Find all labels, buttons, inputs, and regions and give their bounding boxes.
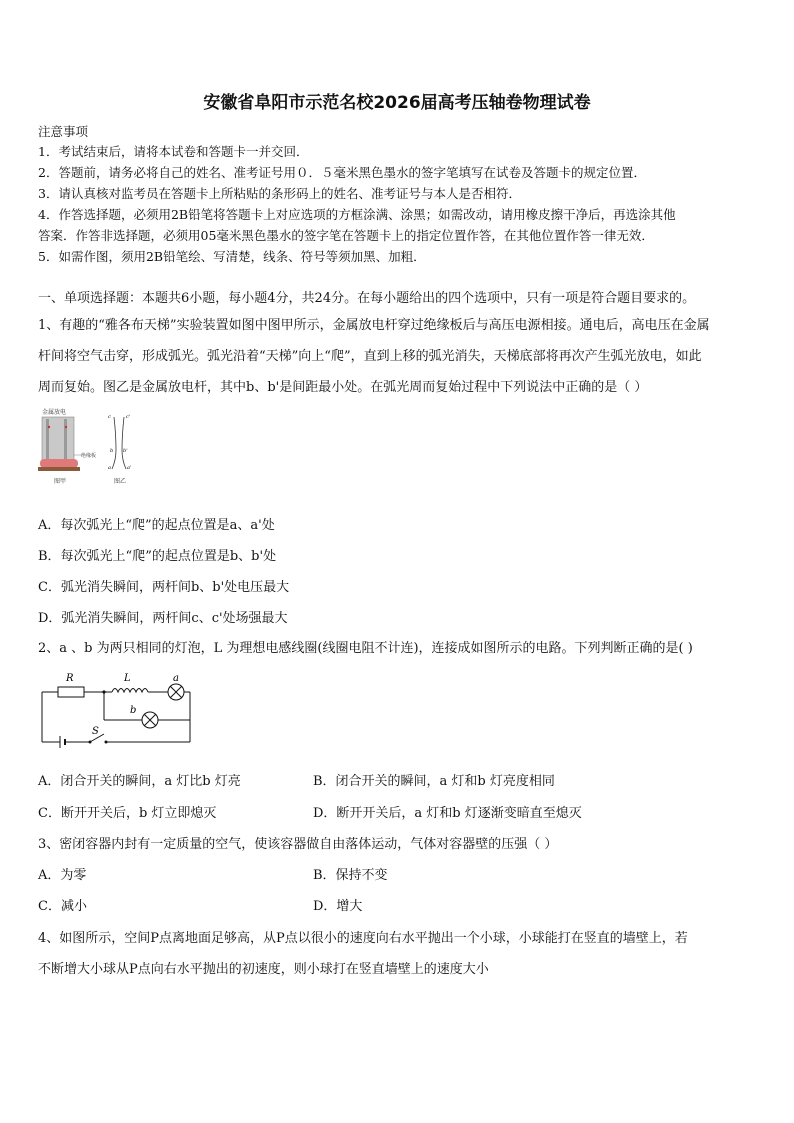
q1-line-2: 杆间将空气击穿，形成弧光。弧光沿着“天梯”向上“爬”，直到上移的弧光消失，天梯底部将再次产生弧光放电，如此 [38, 349, 702, 364]
notice-item-4: 4．作答选择题，必须用2B铅笔将答题卡上对应选项的方框涂满、涂黑；如需改动，请用橡皮擦干净后，再选涂其他 [38, 207, 676, 222]
pt-b: b [110, 448, 114, 454]
q2-option-c: C．断开开关后，b 灯立即熄灭 [38, 806, 217, 821]
q3-option-c: C．减小 [38, 899, 87, 914]
fig-caption-2: 图乙 [114, 478, 127, 485]
label-L: L [124, 673, 131, 684]
q1-line-1: 1、有趣的“雅各布天梯”实验装置如图中图甲所示，金属放电杆穿过绝缘板后与高压电源相接。通电后，高电压在金属 [38, 318, 710, 333]
notice-item-1: 1．考试结束后，请将本试卷和答题卡一并交回． [38, 144, 309, 159]
circuit-diagram [38, 668, 198, 754]
label-b: b [130, 705, 137, 716]
q1-option-b: B．每次弧光上“爬”的起点位置是b、b'处 [38, 549, 277, 564]
notice-item-5: 5．如需作图，须用2B铅笔绘、写清楚，线条、符号等须加黑、加粗． [38, 249, 426, 264]
q3-option-d: D．增大 [313, 899, 363, 914]
q3-option-a: A．为零 [38, 868, 87, 883]
label-S: S [92, 726, 99, 737]
label-a: a [173, 673, 179, 684]
q1-line-3: 周而复始。图乙是金属放电杆，其中b、b'是间距最小处。在弧光周而复始过程中下列说法中正确的是（ ） [38, 380, 648, 395]
pt-a: a [108, 465, 111, 471]
q3-stem: 3、密闭容器内封有一定质量的空气，使该容器做自由落体运动，气体对容器壁的压强（ ） [38, 837, 558, 852]
pt-b-prime: b' [123, 448, 128, 454]
section-heading: 一、单项选择题：本题共6小题，每小题4分，共24分。在每小题给出的四个选项中，只有一项是符合题目要求的。 [38, 291, 696, 306]
q2-option-b: B．闭合开关的瞬间，a 灯和b 灯亮度相同 [313, 774, 555, 789]
q2-option-a: A．闭合开关的瞬间，a 灯比b 灯亮 [38, 774, 241, 789]
fig-caption-1: 图甲 [54, 478, 67, 485]
notice-item-3: 3．请认真核对监考员在答题卡上所粘贴的条形码上的姓名、准考证号与本人是否相符． [38, 186, 521, 201]
notice-item-2: 2．答题前，请务必将自己的姓名、准考证号用０．５毫米黑色墨水的签字笔填写在试卷及答题卡的规定位置． [38, 165, 646, 180]
jacobs-ladder-figure [36, 405, 148, 487]
rod-label: 金属放电 [42, 409, 67, 416]
notice-heading: 注意事项 [38, 124, 89, 139]
pt-c-prime: c' [126, 414, 131, 420]
page-title: 安徽省阜阳市示范名校2026届高考压轴卷物理试卷 [203, 93, 591, 113]
q1-option-d: D．弧光消失瞬间，两杆间c、c'处场强最大 [38, 611, 288, 626]
label-R: R [66, 673, 74, 684]
notice-item-4-cont: 答案．作答非选择题，必须用05毫米黑色墨水的签字笔在答题卡上的指定位置作答，在其他位置作答一律无效． [38, 228, 654, 243]
pt-a-prime: a' [127, 465, 132, 471]
q3-option-b: B．保持不变 [313, 868, 388, 883]
pt-c: c [108, 414, 111, 420]
q1-option-c: C．弧光消失瞬间，两杆间b、b'处电压最大 [38, 580, 290, 595]
q4-line-2: 不断增大小球从P点向右水平抛出的初速度，则小球打在竖直墙壁上的速度大小 [38, 962, 489, 977]
plate-label: 绝缘板 [81, 453, 97, 459]
q2-stem: 2、a 、b 为两只相同的灯泡，L 为理想电感线圈(线圈电阻不计连)，连接成如图所示的电路。下列判断正确的是( ) [38, 641, 693, 656]
q4-line-1: 4、如图所示，空间P点离地面足够高，从P点以很小的速度向右水平抛出一个小球，小球能打在竖直的墙壁上，若 [38, 931, 688, 946]
q1-option-a: A．每次弧光上“爬”的起点位置是a、a'处 [38, 518, 275, 533]
q2-option-d: D．断开开关后，a 灯和b 灯逐渐变暗直至熄灭 [313, 806, 582, 821]
